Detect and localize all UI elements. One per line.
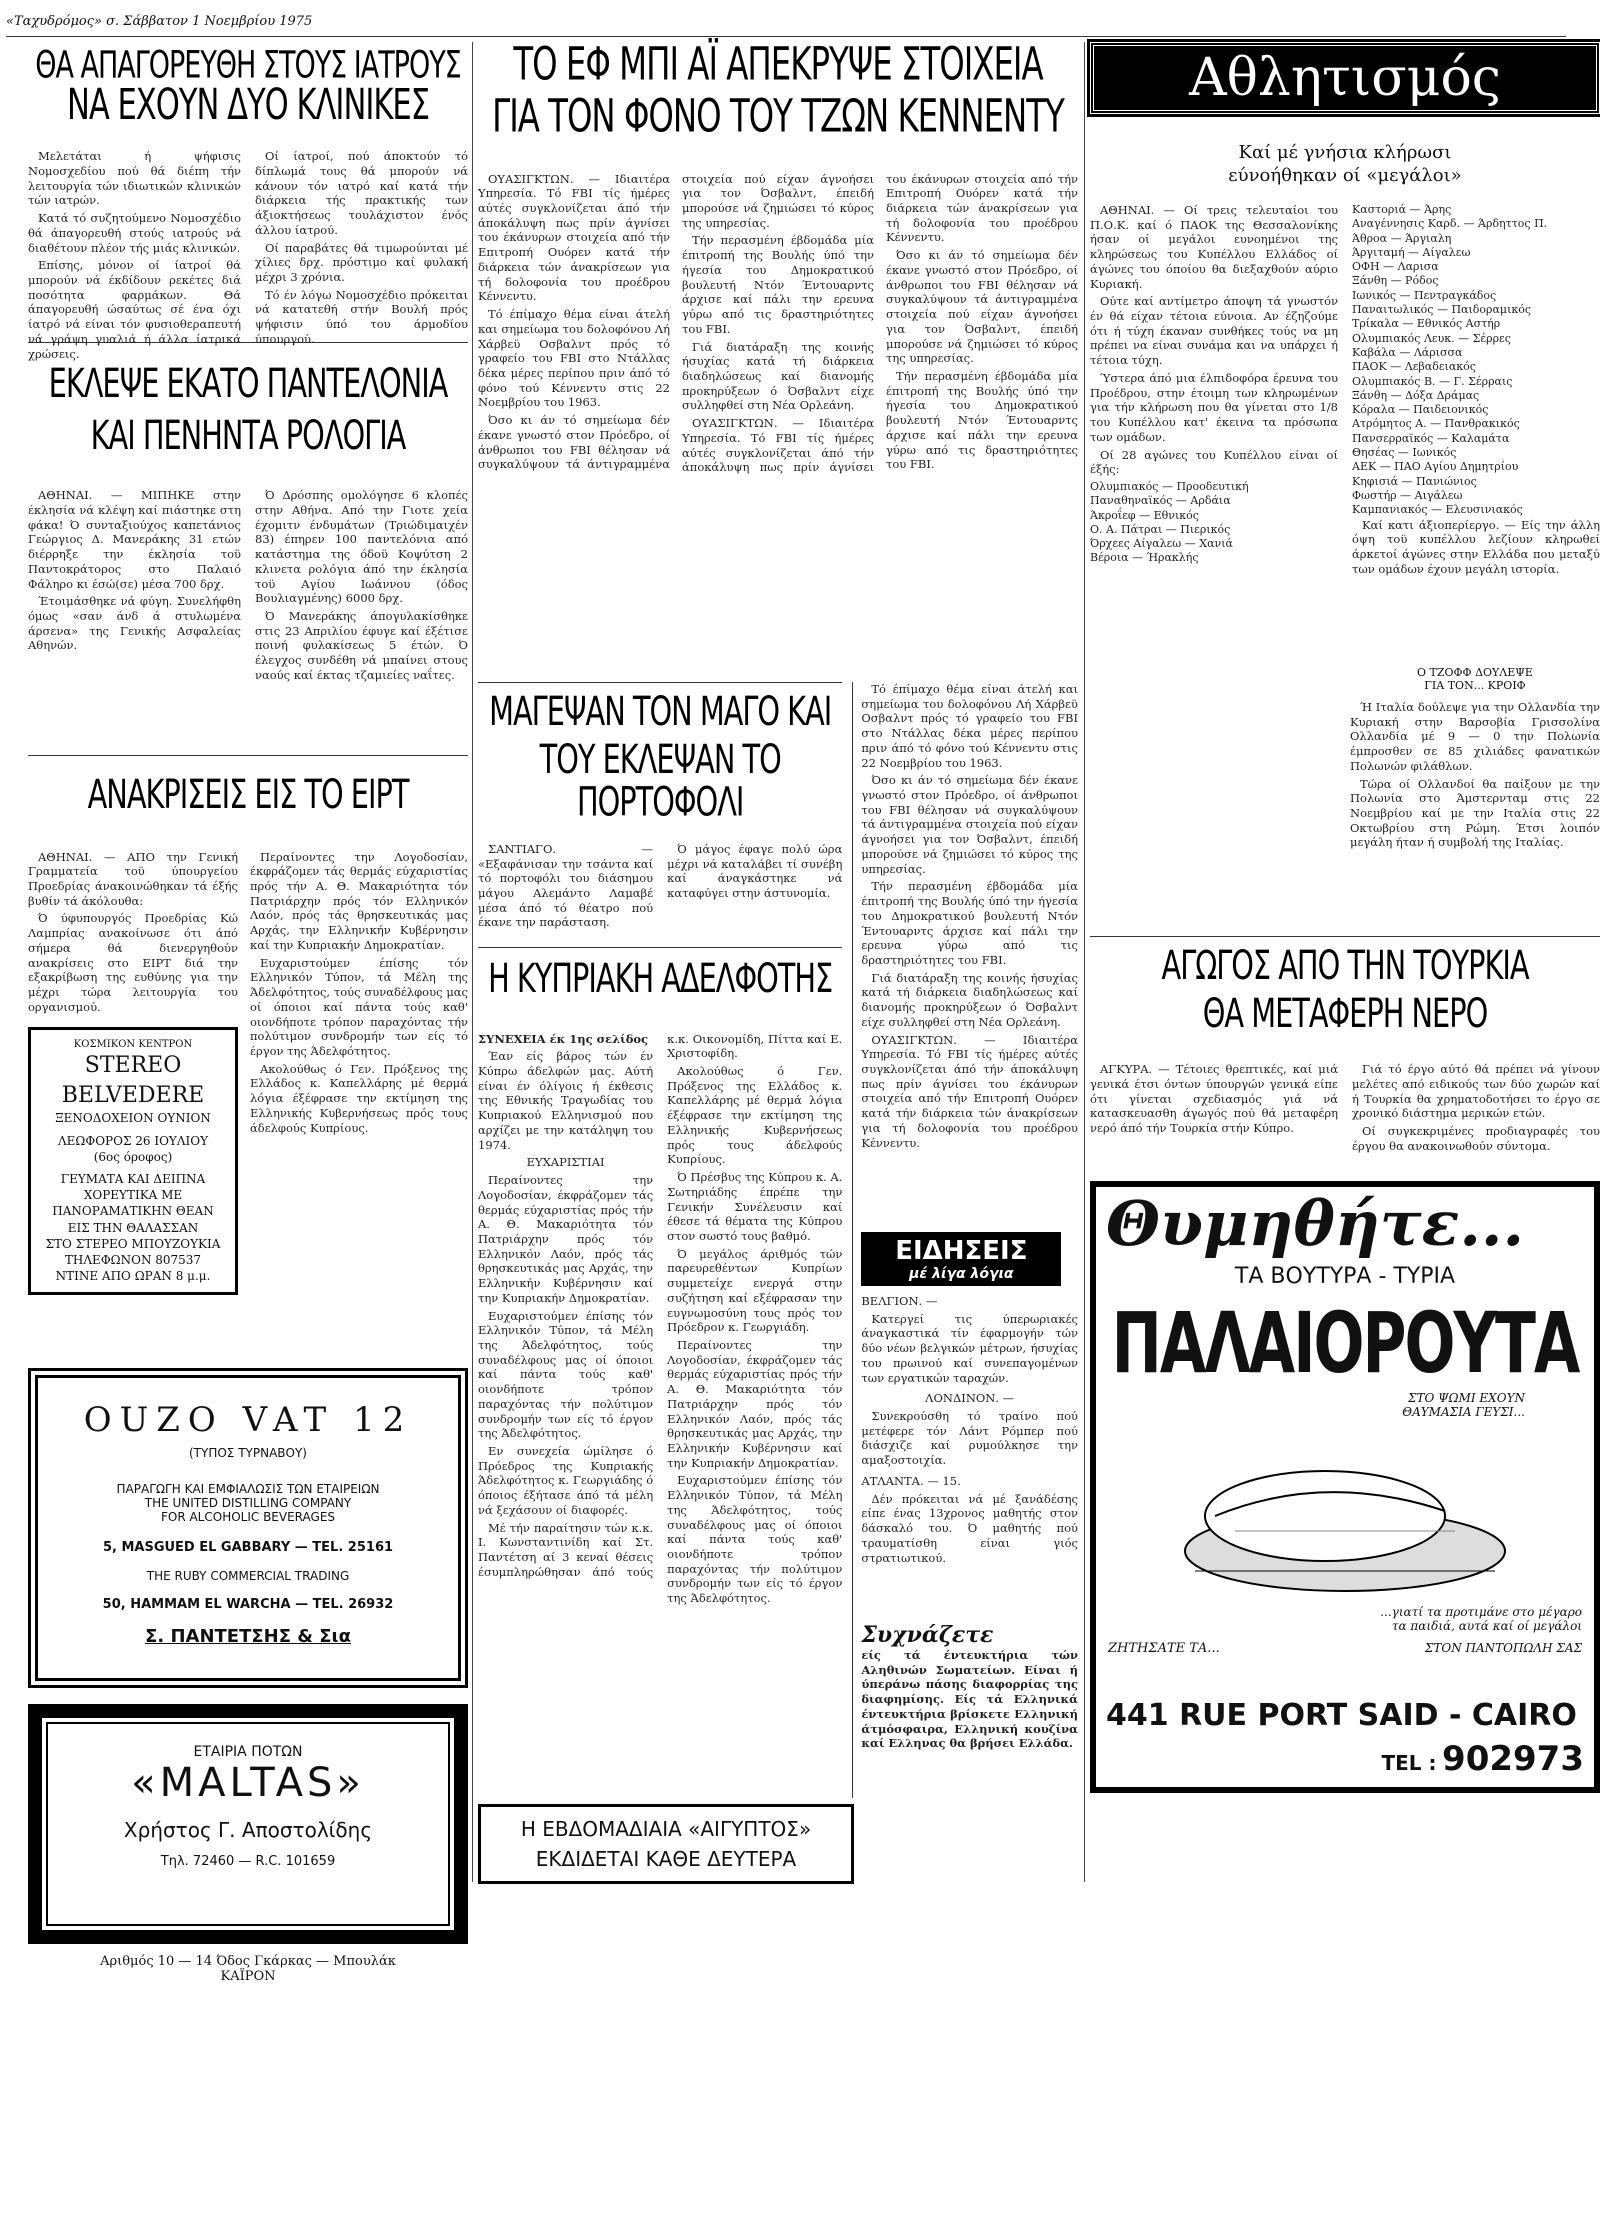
paragraph: Οί συγκεκριμένες προδιαγραφές του έργου θα ανακοινωθούν σύντομα. [1352,1124,1600,1153]
paragraph: Ακολούθως ό Γεν. Πρόξενος της Ελλάδος κ. Καπελλάρης μέ θερμά λόγια έξέφρασε την εκτίμηση της Ελληνικής Κυβερνήσεως πρός τους άδελφούς Κυπρίους. [250,1061,468,1135]
ad-line: Χρήστος Γ. Αποστολίδης [123,1818,373,1842]
fixture-item: ΑΕΚ — ΠΑΟ Αγίου Δημητρίου [1352,460,1519,474]
ad-line: ΠΑΝΟΡΑΜΑΤΙΚΗΝ ΘΕΑΝ [52,1204,214,1219]
article-body [1090,203,1600,576]
story-doctors [28,43,468,361]
story-cup-draw [1090,142,1600,662]
paragraph: Ή Ιταλία δούλεψε για την Ολλανδία την Κυριακή στην Βαρσοβία Γρισσολίνα Ολλανδία μέ 9 — 0 την Πολωνία έμπροσθεν σε 85 χιλιάδες φανατικών Πολωνών φιλάθλων. [1350,700,1600,773]
story-cypriot-brotherhood [478,954,843,1798]
article-body [478,172,1078,475]
ad-line: Η ΕΒΔΟΜΑΔΙΑΙΑ «ΑΙΓΥΠΤΟΣ» [520,1817,812,1841]
column-rule [1084,42,1085,1882]
paragraph: Οί 28 αγώνες του Κυπέλλου είναι οί έξής: [1090,447,1338,477]
paragraph: ΟΥΑΣΙΓΚΤΩΝ. — Ιδιαιτέρα Υπηρεσία. Τό FBI τίς ήμέρες αύτές συγκλονίζεται άπό τήν άποκάλυψη πως πρίν άγνίσει του έκάνυρων στοιχεία από τήν Επιτροπή Ουόρεν κατά τήν διάρκεια τών άνακρίσεων για τή δολοφονία του προέδρου Κέννεντυ. [861,1032,1078,1150]
ad-egyptos [478,1804,854,1884]
paragraph: Όσο κι άν τό σημείωμα δέν έκανε γνωστό στον Πρόεδρο, οί άνθρωποι του FBI θέλησαν νά συγκαλύψουν τά άντιγραμμένα στοιχεία πού είχαν άγνοήσει για τον Όσβαλντ, έπειδή μπορούσε νά ζημιώσει τό κύρος της υπηρεσίας. [478,171,874,472]
paragraph: ΟΥΑΣΙΓΚΤΩΝ. — Ιδιαιτέρα Υπηρεσία. Τό FBI τίς ήμέρες αύτές συγκλονίζεται άπό τήν άποκάλυψη πως πρίν άγνίσει του έκάνυρων στοιχεία από τήν Επιτροπή Ουόρεν κατά τήν διάρκεια τών άνακρίσεων για τή δολοφονία του προέδρου Κέννεντυ. [478,171,670,304]
ad-line: τα παιδιά, αυτά καί οί μεγάλοι [1391,1619,1582,1633]
subheadline: ΓΙΑ ΤΟΝ... ΚΡΟΙΦ [1424,679,1526,692]
ad-line: ΚΟΣΜΙΚΟΝ ΚΕΝΤΡΟΝ [73,1038,193,1050]
paragraph: ΑΘΗΝΑΙ. — ΜΙΠΗΚΕ στην έκλησία νά κλέψη καί πιάστηκε στη φάκα! Ό συνταξιούχος καπετάνιος Γεώργιος Δ. Μανεράκης 31 ετών διέρρηξε την έκλησία τοϋ Παντοκράτορος στο Παλαιό Φάληρο κι έσώ(σε) μέσα 700 δρχ. [28,488,241,591]
fixture-item: Καστοριά — Άρης [1352,203,1452,216]
kicker: ΣΥΝΕΧΕΙΑ έκ 1ης σελίδος [478,1031,649,1046]
fixture-item: Ολυμπιακός — Προοδευτική [1090,479,1249,493]
ad-address: 441 RUE PORT SAID - CAIRO [1106,1698,1577,1733]
paragraph: Γιά διατάραξη της κοινής ήσυχίας κατά τή διάρκεια διαδηλώσεως καί διανομής προκηρύξεων ό Όσβαλντ είχε συλληφθεί στη Νέα Ορλεάνη. [861,970,1078,1029]
fixture-item: Άθροα — Άργιαλη [1352,231,1452,245]
fixture-item: Παναιτωλικός — Παιδοραμικός [1352,303,1532,317]
paragraph: Όσο κι άν τό σημείωμα δέν έκανε γνωστό στον Πρόεδρο, οί άνθρωποι του FBI θέλησαν νά συγκαλύψουν τά άντιγραμμένα στοιχεία πού είχαν άγνοήσει για τον Όσβαλντ, έπειδή μπορούσε νά ζημιώσει τό κύρος της υπηρεσίας. [861,773,1078,876]
headline: ΘΑ ΜΕΤΑΦΕΡΗ ΝΕΡΟ [1202,988,1488,1037]
story-eirt [28,762,468,1362]
news-brief [861,1232,1078,1751]
ad-line: ΞΕΝΟΔΟΧΕΙΟΝ ΟΥΝΙΟΝ [55,1111,211,1126]
fixture-item: Άργιταμή — Αίγαλεω [1352,245,1471,259]
fixture-item: Ο. Α. Πάτραι — Πιερικός [1090,522,1231,536]
paragraph: Συνεκρούσθη τό τραίνο πού μετέφερε τόν Λάντ Ρόμπερ πού διάσχιζε καί ρυμούλκησε την αμαξοστοιχία. [861,1409,1078,1468]
column-right [1090,42,1600,1882]
story-fbi [478,39,1078,682]
ad-line: ΕΚΔΙΔΕΤΑΙ ΚΑΘΕ ΔΕΥΤΕΡΑ [535,1847,797,1871]
fixture-item: Ατρόμητος Α. — Πανθρακικός [1352,417,1520,431]
masthead [6,14,1566,37]
ad-line: ΘΑΥΜΑΣΙΑ ΓΕΥΣΙ... [1402,1405,1525,1419]
ad-belvedere [28,1027,238,1296]
ad-line: 5, MASGUED EL GABBARY — TEL. 25161 [102,1540,394,1555]
paragraph-head: ΛΟΝΔΙΝΟΝ. — [925,1391,1015,1406]
paragraph: ΑΓΚΥΡΑ. — Τέτοιες θρεπτικές, καί μιά γενικά έτσι όντων ύπουργών γενικά είπε ότι γίνεται σχεδιασμός γιά νά κατασκευασθη άγωγός πού θά μεταφέρη νερό άπό τήν Τουρκία στήν Κύπρο. [1090,1062,1338,1136]
paragraph: Μέ τήν παραίτησιν τών κ.κ. Ι. Κωνσταντινίδη καί Στ. Παντέτση αί 3 κεναί θέσεις έσυμπληρώθησαν άπό τούς κ.κ. Οικονομίδη, Πίττα καί Ε. Χριστοφίδη. [478,1031,843,1579]
paragraph: Δέν πρόκειται νά μέ ξανάδέσης είπε ένας 13χρονος μαθητής στον δάσκαλό του. Ό μαθητής πού τραυματίσθη είναι γιός στρατιωτικού. [861,1491,1078,1565]
paragraph: ΑΘΗΝΑΙ. — Οί τρεις τελευταίοι του Π.Ο.Κ. καί ό ΠΑΟΚ της Θεσσαλονίκης ήσαν οί μεγάλοι ευνοημένοι της κληρώσεως του Κυπέλλου Ελλάδος οί άγώνες του όποίου θα διεξαχθούν αύριο Κυριακή. [1090,203,1338,291]
paragraph: Ό μάγος έφαγε πολύ ώρα μέχρι νά καταλάβει τί συνέβη καί άναγκάστηκε νά καταφύγει στην άστυνομία. [667,841,843,900]
ad-line: (6ος όροφος) [93,1149,173,1164]
ad-line: Τηλ. 72460 — R.C. 101659 [160,1854,336,1869]
fixture-item: Αναγέννησις Καρδ. — Άρδηττος Π. [1352,217,1548,231]
paragraph: ΣΑΝΤΙΑΓΟ. — «Εξαφάνισαν την τσάντα καί τό πορτοφόλι του διάσημου μάγου Αλεμάντο Λαμαβέ μέσα άπό τό θέατρο πού έκανε την παράσταση. [478,841,654,930]
article-body [28,850,238,1015]
headline: ΝΑ ΕΧΟΥΝ ΔΥΟ ΚΛΙΝΙΚΕΣ [66,79,430,130]
divider [478,947,842,948]
bread-icon [1175,1431,1515,1601]
ad-line: ...γιατί τα προτιμάνε στο μέγαρο [1380,1605,1582,1619]
headline: ΚΑΙ ΠΕΝΗΝΤΑ ΡΟΛΟΓΙΑ [90,410,406,459]
fixture-item: Ξάνθη — Δόξα Δράμας [1352,388,1480,402]
ad-line: ΚΑΪΡΟΝ [220,1969,276,1984]
fixture-item: Κηφισιά — Πανιώνιος [1352,474,1477,488]
fixture-item: Θησέας — Ιωνικός [1352,446,1457,460]
ad-line: ΠΑΡΑΓΩΓΗ ΚΑΙ ΕΜΦΙΑΛΩΣΙΣ ΤΩΝ ΕΤΑΙΡΕΙΩΝ [116,1482,380,1496]
paragraph: Ευχαριστούμεν έπίσης τόν Ελληνικόν Τύπον, τά Μέλη της Άδελφότητος, τούς συναδέλφους μας οί όποιοι καί πάντα τούς καθ' οιονδήποτε τρόπον παραχόντας τήν πολύτιμον συνδρομήν των είς τό έργον της Άδελφότητος. [667,1473,843,1606]
fixtures-list [1352,303,1600,517]
ad-line: (ΤΥΠΟΣ ΤΥΡΝΑΒΟΥ) [189,1446,307,1460]
ad-ouzo [28,1368,468,1688]
ad-tel [1381,1739,1584,1779]
headline: ΤΟΥ ΕΚΛΕΨΑΝ ΤΟ ΠΟΡΤΟΦΟΛΙ [539,734,781,825]
divider [1090,936,1600,937]
ad-brand: «MALTAS» [131,1760,365,1806]
fixture-item: Ολυμπιακός Λευκ. — Σέρρες [1352,331,1511,345]
story-magician [478,682,842,941]
paragraph: Τό έπίμαχο θέμα είναι άτελή και σημείωμα του δολοφόνου Λή Χάρβεϋ Οσβαλντ πρός τό γραφείο του FBI στο Ντάλλας δέκα μέρες περίπου πριν άπό τό φόνο τού Κέννεντυ στις 22 Νοεμβρίου του 1963. [478,307,670,410]
article-body [1350,700,1600,930]
synaxate-text: είς τά έντευκτήρια τών Αληθινών Σωματείων. Είναι ή ύπεράνω πάσης διαφορρίας της διαφημίσης. Είς τά Ελληνικά έντευκτήρια βρίσκετε Ελληνική άτμόσφαιρα, Ελληνική κουζίνα καί Ελληνας θα βρήσει Ελλάδα. [861,1648,1078,1751]
ad-tel-number: 902973 [1442,1739,1584,1779]
fixture-item: ΠΑΟΚ — Λεβαδειακός [1352,360,1476,374]
paragraph: Τό έν λόγω Νομοσχέδιο πρόκειται νά κατατεθή στήν Βουλή πρός ψήφισιν ύπό του άρμοδίου ύπουργού. [255,287,468,346]
news-brief-title: ΕΙΔΗΣΕΙΣ [895,1236,1028,1266]
synaxate-box [861,1622,1078,1751]
ad-palaioruta [1090,1181,1600,1793]
paragraph: Εν συνεχεία ώμίλησε ό Πρόεδρος της Κυπριακής Άδελφότητος κ. Γεωργιάδης ό όποιος έξήτασε άπό τά μέλη νά ξεχάσουν οί διαφορές. [478,1444,654,1517]
ad-line: THE RUBY COMMERCIAL TRADING [146,1569,350,1583]
paragraph: Ό Πρέσβυς της Κύπρου κ. Α. Σωτηριάδης έπρέπε την Γενικήν Συνέλευσιν καί έθεσε τά θέματα της Κύπρου στον σωστό τους βαθμό. [667,1170,843,1243]
column-middle [478,39,1078,1882]
fixture-item: Βέροια — Ήρακλής [1090,551,1199,565]
ad-line: ΣΤΟ ΨΩΜΙ ΕΧΟΥΝ [1407,1391,1525,1405]
paragraph: Ό Μανεράκης άπογυλακίσθηκε στις 23 Απριλίου έφυγε καί έξέτισε ποινή φυλακίσεως 5 έτών. Ό έλεγχος συνδέθη νά μπαίνει στους ναούς καί έκτας τζαμιείες ναΐτες. [255,608,468,682]
article-body-continued [861,682,1078,1222]
subheadline: εύνοήθηκαν οί «μεγάλοι» [1228,164,1462,186]
ad-line: Σ. ΠΑΝΤΕΤΣΗΣ & Σια [145,1626,351,1647]
ad-line: THE UNITED DISTILLING COMPANY [144,1496,352,1510]
paragraph-head: ΒΕΛΓΙΟΝ. — [861,1294,938,1308]
paragraph: Ό μεγάλος άριθμός τών παρευρεθέντων Κυπρίων συμμετείχε ενεργά στην συζήτηση καί εξέφρασαν την ευγνωμοσύνη τους πρός τον Πρόεδρον κ. Γεωργιάδη. [667,1246,843,1335]
column-left [28,42,468,1984]
paragraph: Ό ύφυπουργός Προεδρίας Κώ Λαμπρίας ανακοίνωσε ότι άπό σήμερα θά διενεργηθούν ανακρίσεις στο ΕΙΡΤ διά την εξακρίβωση της ευθύνης για την μέχρι τώρα λειτουργία του οργανισμού. [28,911,238,1014]
paragraph: Τήν περασμένη έβδομάδα μία έπιτροπή της Βουλής ύπό την ήγεσία του Δημοκρατικού βουλευτή Ντόν Έντουαρντς άρχισε καί πάλι την ερευνα γύρω από τις δραστηριότητες του FBI. [861,879,1078,967]
ad-line: ΛΕΩΦΟΡΟΣ 26 ΙΟΥΛΙΟΥ [57,1133,208,1148]
ad-line: ΣΤΟΝ ΠΑΝΤΟΠΩΛΗ ΣΑΣ [1424,1641,1582,1655]
ad-line: BELVEDERE [61,1082,205,1108]
story-turkey-pipeline [1090,941,1600,1175]
article-body [28,149,468,361]
ad-title: Θυμηθήτε... [1106,1187,1525,1260]
headline: ΕΚΛΕΨΕ ΕΚΑΤΟ ΠΑΝΤΕΛΟΝΙΑ [48,359,448,407]
paragraph: Περαίνοντες την Λογοδοσίαν, έκφράζομεν τάς θερμάς εύχαριστίας πρός τήν Α. Θ. Μακαριότητα τόν Πατριάρχην πρός τόν Ελληνικόν Λαόν, πρός τάς θρησκευτικάς μας Αρχάς, την Ελληνικήν Κυβέρνησιν καί την Κυπριακήν Δημοκρατίαν. [667,1337,843,1470]
paragraph: Κατεργεί τις ύπερωριακές άναγκαστικά τίν έφαρμογήν τών δύο νέων βελγικών μέτρων, ήσυχίας του πρωινού καί συνεπαγομένων των εργατικών ταραχών. [861,1311,1078,1385]
ad-line: FOR ALCOHOLIC BEVERAGES [160,1510,336,1524]
fixture-item: Όρχεες Αίγαλεω — Χανιά [1090,537,1233,551]
fixture-item: Κόραλα — Παιδειονικός [1352,403,1489,417]
fixture-item: Παναθηναϊκός — Αρδάια [1090,494,1231,508]
paragraph: Όσο κι άν τό σημείωμα δέν έκανε γνωστό στον Πρόεδρο, οί άνθρωποι του FBI θέλησαν νά συγκαλύψουν τά άντιγραμμένα στοιχεία πού είχαν άγνοήσει για τον Όσβαλντ, έπειδή μπορούσε νά ζημιώσει τό κύρος της υπηρεσίας. [886,248,1078,366]
fixture-item: Ιωνικός — Πεντραγκάδος [1352,288,1497,302]
paragraph: Κατά τό συζητούμενο Νομοσχέδιο θά άπαγορευθή στούς ιατρούς νά διαθέτουν πλέον τής μιάς κλινικών. [28,211,241,255]
headline: ΑΝΑΚΡΙΣΕΙΣ ΕΙΣ ΤΟ ΕΙΡΤ [87,770,409,818]
paragraph: ΑΘΗΝΑΙ. — ΑΠΟ την Γενική Γραμματεία τοϋ ύπουργείου Προεδρίας άνακοινώθηκαν τά έξής βυθίν τά άκόλουθα: [28,849,238,908]
article-body [478,842,842,930]
paragraph: Μελετάται ή ψήφισις Νομοσχεδίου πού θά διέπη τήν λειτουργία τών ιδιωτικών κλινικών τών ιατρών. [28,149,241,208]
article-body [28,488,468,682]
synaxate-title: Συχνάζετε [861,1622,994,1648]
paragraph-head: ΑΤΛΑΝΤΑ. — 15. [861,1473,961,1488]
subheadline: Καί μέ γνήσια κλήρωσι [1238,142,1452,163]
paragraph: Ό Δρόσπης ομολόγησε 6 κλοπές στην Αθήνα. Από την Γιοτε χεία έχομιτν ένδυμάτων (Τριώδιμαιχέν 83) έπηρεν 100 παντελόνια από κατάστημα της όδοϋ Κοψύτση 2 κλινετα ρολόγια άπό την έκλησία τοϋ Αγίου Ιωάννου (όδος Βουλιαγμένης) 6000 δρχ. [255,488,468,606]
news-brief-header [861,1232,1061,1286]
paragraph: Έτοιμάσθηκε νά φύγη. Συνελήφθη όμως «σαν άνδ ά στυλωμένα άρσενα» της Γενικής Ασφαλείας Αθηνών. [28,594,241,653]
paragraph: Τό έπίμαχο θέμα είναι άτελή και σημείωμα του δολοφόνου Λή Χάρβεϋ Οσβαλντ πρός τό γραφείο του FBI στο Ντάλλας δέκα μέρες περίπου πριν άπό τό φόνο τού Κέννεντυ στις 22 Νοεμβρίου του 1963. [861,682,1078,770]
paragraph: Οί ίατροί, πού άποκτούν τό δίπλωμά τους θά μπορούν νά κάνουν τόν ιατρό καί κατά τήν διάρκεια τής πρακτικής των άξιοκτήσεως τουλάχιστον ένός άλλου ίατρού. [255,149,468,237]
section-title-sports: Αθλητισμός [1090,42,1600,114]
ad-line: ΖΗΤΗΣΑΤΕ ΤΑ... [1108,1641,1220,1656]
headline: ΓΙΑ ΤΟΝ ΦΟΝΟ ΤΟΥ ΤΖΩΝ ΚΕΝΝΕΝΤΥ [492,91,1064,143]
headline: ΜΑΓΕΨΑΝ ΤΟΝ ΜΑΓΟ ΚΑΙ [489,687,832,735]
story-trousers [28,349,468,749]
ad-title: OUZO VAT 12 [83,1400,413,1440]
fixture-item: Πανσερραϊκός — Καλαμάτα [1352,431,1510,445]
paragraph: Περαίνοντες την Λογοδοσίαν, έκφράζομεν τάς θερμάς εύχαριστίας πρός τήν Α. Θ. Μακαριότητα τόν Πατριάρχην πρός τόν Ελληνικόν Λαόν, πρός τάς θρησκευτικάς μας Αρχάς, την Ελληνικήν Κυβέρνησιν καί την Κυπριακήν Δημοκρατίαν. [478,1173,654,1305]
ad-line: ΝΤΙΝΕ ΑΠΟ ΩΡΑΝ 8 μ.μ. [55,1269,211,1284]
fixture-item: Ολυμπιακός Β. — Γ. Σέρραις [1352,374,1513,388]
headline: Η ΚΥΠΡΙΑΚΗ ΑΔΕΛΦΟΤΗΣ [488,954,833,1002]
subhead: ΕΥΧΑΡΙΣΤΙΑΙ [526,1155,605,1170]
fixture-item: ΟΦΗ — Λαρισα [1352,260,1439,274]
paragraph: Επίσης, μόνον οί ίατροί θά μπορούν νά έκδίδουν ρεκέτες διά ποσότητα φαρμάκων. Θά άπαγορευθή ώσαύτως σέ ένα όχι ίατρό νά είναι τόν φυσιοθεραπευτή νά γράψη γυαλιά ή άλλα ίατρικά χρώσεις. [28,258,241,361]
paragraph: Ούτε καί αντίμετρο άποψη τά γνωστόν έν θά είχαν τέτοια εύνοια. Αν έζηζούμε ότι ή τύχη έκαναν συνθήκες τούς να μη πρέπει να είναι συνάμα και να υπάρχει ή τέτοια τύχη. [1090,294,1338,368]
paragraph: Ακολούθως ό Γεν. Πρόξενος της Ελλάδος κ. Καπελλάρης μέ θερμά λόγια έξέφρασε την εκτίμηση της Ελληνικής Κυβερνήσεως πρός τους άδελφούς Κυπρίους. [667,1064,843,1167]
paragraph: Γιά διατάραξη της κοινής ήσυχίας κατά τή διάρκεια διαδηλώσεως καί διανομής προκηρύξεων ό Όσβαλντ είχε συλληφθεί στη Νέα Ορλεάνη. [682,339,874,413]
ad-line: ΧΟΡΕΥΤΙΚΑ ΜΕ [83,1188,183,1203]
bread-illustration [1175,1391,1525,1601]
ad-tel-label: TEL : [1381,1751,1437,1775]
ad-line: ΤΗΛΕΦΩΝΟΝ 807537 [64,1252,202,1267]
headline: ΘΑ ΑΠΑΓΟΡΕΥΘΗ ΣΤΟΥΣ ΙΑΤΡΟΥΣ [35,43,461,88]
fixture-item: Καμπανιακός — Ελευσινιακός [1352,503,1523,517]
fixture-item: Ξάνθη — Ρόδος [1352,274,1439,288]
article-body [861,1294,1078,1614]
ad-line: ΕΙΣ ΤΗΝ ΘΑΛΑΣΣΑΝ [67,1220,199,1235]
column-rule [472,42,473,1882]
ad-line: ΤΑ ΒΟΥΤΥΡΑ - ΤΥΡΙΑ [1234,1264,1456,1289]
fixture-item: Καβάλα — Λάρισσα [1352,345,1463,359]
fixture-item: Τρίκαλα — Εθνικός Αστήρ [1352,317,1501,331]
ad-line: 50, HAMMAM EL WARCHA — TEL. 26932 [102,1597,394,1612]
fixture-item: Άκροΐεφ — Εθνικός [1090,508,1199,522]
ad-slogan [1402,1391,1525,1419]
paragraph: Έαν είς βάρος τών έν Κύπρω άδελφών μας. Αύτή είναι έν όλίγοις ή έκθεσις της Εθνικής Τραγωδίας του Κυπριακού Ελληνισμού που αρχίζει με την κατάληψη του 1974. [478,1049,654,1152]
ad-maltas [28,1704,468,1944]
divider [28,755,468,756]
paragraph: Γιά τό έργο αύτό θά πρέπει νά γίνουν μελέτες από ειδικούς των δύο χωρών καί ή Τουρκία θα χρηματοδοτήσει το έργο σε χρονικό διάστημα μερικών ετών. [1352,1062,1600,1121]
subheadline: Ο ΤΖΟΦΦ ΔΟΥΛΕΨΕ [1417,666,1533,679]
article-body [1090,1062,1600,1153]
paragraph: Ευχαριστούμεν έπίσης τόν Ελληνικόν Τύπον, τά Μέλη της Άδελφότητος, τούς συναδέλφους μας οί όποιοι καί πάντα τούς καθ' οιονδήποτε τρόπον παραχόντας τήν πολύτιμον συνδρομήν των είς τό έργον της Άδελφότητος. [478,1308,654,1441]
ad-line: ΓΕΥΜΑΤΑ ΚΑΙ ΔΕΙΠΝΑ [60,1171,206,1186]
news-brief-subtitle: μέ λίγα λόγια [909,1266,1014,1282]
ad-brand: ΠΑΛΑΙΟΡΟΥΤΑ [1111,1295,1579,1393]
paragraph: Περαίνοντες την Λογοδοσίαν, έκφράζομεν τάς θερμάς εύχαριστίας πρός τήν Α. Θ. Μακαριότητα τόν Πατριάρχην πρός τόν Ελληνικόν Λαόν, πρός τάς θρησκευτικάς μας Αρχάς, την Ελληνικήν Κυβέρνησιν καί την Κυπριακήν Δημοκρατίαν. [250,849,468,952]
article-body [250,850,468,1136]
ad-line: STEREO [84,1053,182,1078]
masthead-text: «Ταχυδρόμος» σ. Σάββατον 1 Νοεμβρίου 1975 [6,14,313,29]
paragraph: Ευχαριστούμεν έπίσης τόν Ελληνικόν Τύπον, τά Μέλη της Άδελφότητος, τούς συναδέλφους μας οί όποιοι καί πάντα τούς καθ' οιονδήποτε τρόπον παραχόντας τήν πολύτιμον συνδρομήν των είς τό έργον της Άδελφότητος. [250,955,468,1058]
ad-line: ΣΤΟ ΣΤΕΡΕΟ ΜΠΟΥΖΟΥΚΙΑ [45,1236,221,1251]
paragraph: Καί κατι άξιοπερίεργο. — Είς την άλλη όψη τοϋ κυπέλλου λεζίουν κληρωθεί άρκετοί άγώνες στην Ελλάδα που μεταξύ των ομάδων έχουν μεγάλη ιστορία. [1352,517,1600,576]
article-body [478,1032,842,1606]
paragraph: Τήν περασμένη έβδομάδα μία έπιτροπή της Βουλής ύπό την ήγεσία του Δημοκρατικού βουλευτή Ντόν Έντουαρντς άρχισε καί πάλι την ερευνα γύρω από τις δραστηριότητες του FBI. [886,368,1078,472]
paragraph: Ύστερα άπό μια έλπιδοφόρα έρευνα του Προέδρου, στην έτοιμη των κληρωμένων για τήν κλήρωση που θα γίνεται στο 1/8 του Κυπέλλου κατ' έκεινα τα πρόσωπα των ομάδων. [1090,370,1338,444]
paragraph: Τήν περασμένη έβδομάδα μία έπιτροπή της Βουλής ύπό την ήγεσία του Δημοκρατικού βουλευτή Ντόν Έντουαρντς άρχισε καί πάλι την ερευνα γύρω από τις δραστηριότητες του FBI. [682,233,874,336]
ad-line: Αριθμός 10 — 14 Όδος Γκάρκας — Μπουλάκ [100,1954,396,1969]
paragraph: Οί παραβάτες θά τιμωρούνται μέ χίλιες δρχ. πρόστιμο καί φυλακή μέχρι 3 χρόνια. [255,240,468,284]
headline: ΑΓΩΓΟΣ ΑΠΟ ΤΗΝ ΤΟΥΡΚΙΑ [1161,941,1529,989]
paragraph: Τώρα οί Ολλανδοί θα παίξουν με την Πολωνία στο Άμστερνταμ στις 22 Νοεμβρίου καί με την Ιταλία στις 22 Οκτωβρίου στη Ρώμη. Έτσι λοιπόν μεγάλη ήταν ή συμβολή της Ιταλίας. [1350,776,1600,850]
headline: ΤΟ ΕΦ ΜΠΙ ΑΪ ΑΠΕΚΡΥΨΕ ΣΤΟΙΧΕΙΑ [513,39,1043,91]
paragraph: ΟΥΑΣΙΓΚΤΩΝ. — Ιδιαιτέρα Υπηρεσία. Τό FBI τίς ήμέρες αύτές συγκλονίζεται άπό τήν άποκάλυψη πως πρίν άγνίσει του έκάνυρων στοιχεία από τήν Επιτροπή Ουόρεν κατά τήν διάρκεια τών άνακρίσεων για τή δολοφονία του προέδρου Κέννεντυ. [682,171,1078,475]
ad-line: ΕΤΑΙΡΙΑ ΠΟΤΩΝ [193,1744,303,1760]
fixture-item: Φωστήρ — Αιγάλεω [1352,488,1463,502]
